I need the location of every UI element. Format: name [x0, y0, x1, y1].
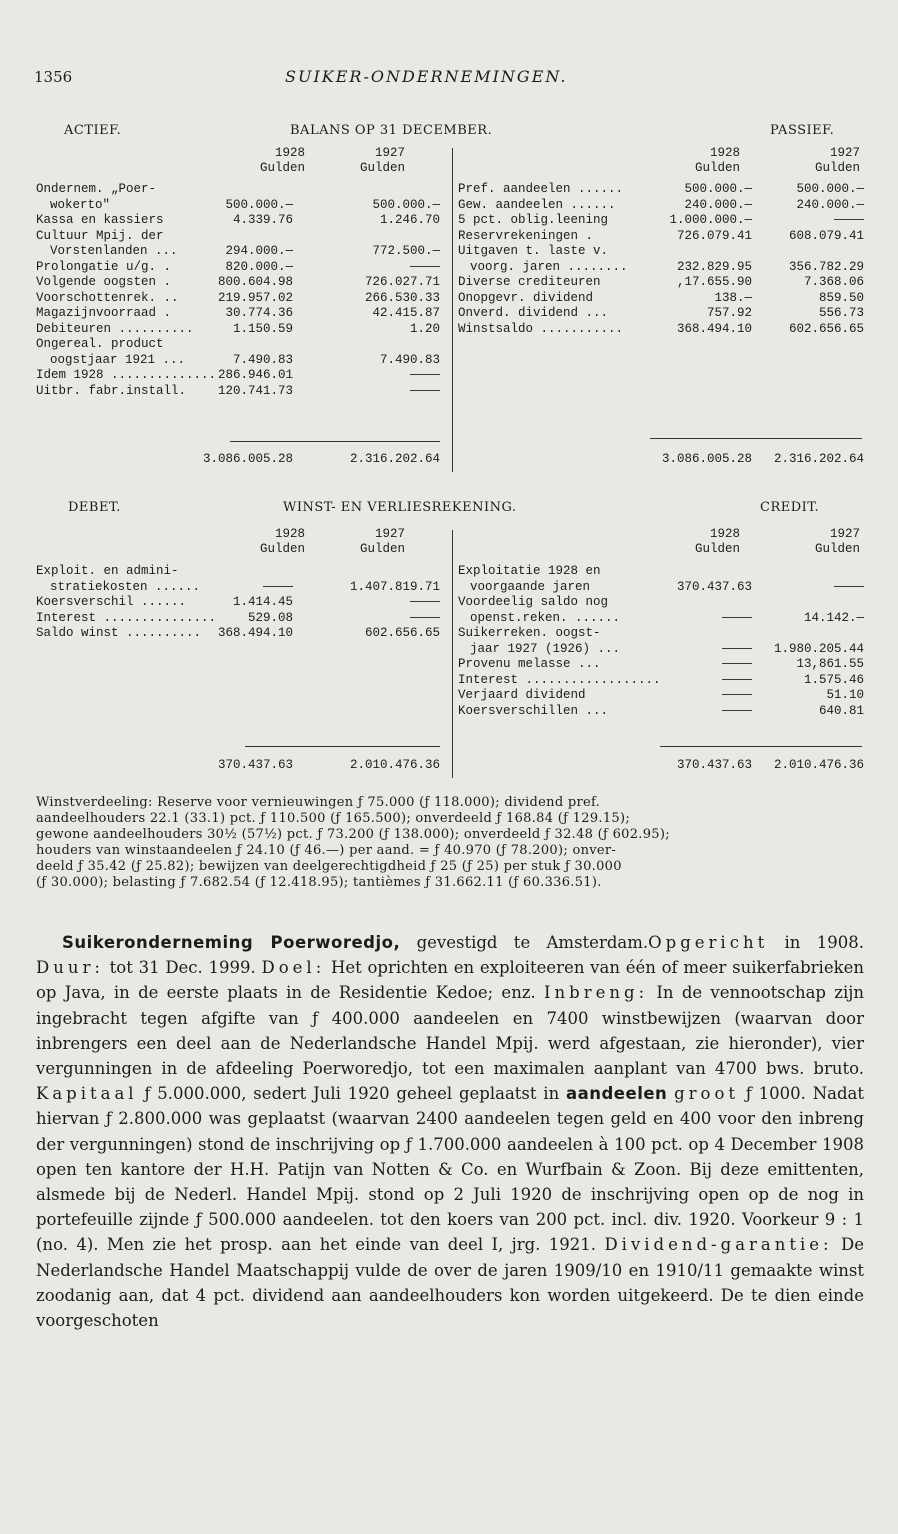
passief-label: PASSIEF.: [770, 123, 835, 138]
credit-total-rule: [660, 746, 862, 747]
text-run: tot 31 Dec. 1999.: [103, 958, 262, 978]
keyword-dividend-garantie: Dividend-garantie:: [604, 1235, 833, 1255]
actief-row-1928: 500.000.—: [225, 197, 293, 212]
actief-row-1928: 219.957.02: [217, 290, 293, 305]
passief-row-1927: ————: [833, 213, 864, 227]
debet-row-label: Exploit. en admini-: [36, 564, 179, 578]
actief-row-1928: 120.741.73: [217, 383, 293, 398]
debet-total-1928: 370.437.63: [217, 758, 293, 772]
actief-total-rule: [230, 441, 440, 442]
debet-row-1927: ————: [409, 610, 440, 625]
text-run: in 1908.: [768, 933, 864, 952]
debet-row-label: Koersverschil ......: [36, 595, 187, 609]
passief-row-label: Onverd. dividend ...: [458, 306, 609, 320]
actief-row-1928: 286.946.01: [217, 368, 293, 382]
balance-divider: [452, 148, 453, 472]
actief-row-1927: 266.530.33: [364, 290, 440, 305]
actief-label: ACTIEF.: [64, 123, 122, 138]
credit-total-1927: 2.010.476.36: [773, 758, 864, 772]
debet-row-1928: ————: [262, 579, 293, 594]
credit-row-label: voorgaande jaren: [470, 579, 591, 594]
passief-row-1928: 757.92: [706, 306, 752, 320]
actief-row-1928: 294.000.—: [225, 244, 293, 258]
credit-row-1927: 51.10: [826, 688, 864, 702]
passief-row-1927: 859.50: [818, 290, 864, 305]
credit-row-1927: 13,861.55: [796, 657, 864, 671]
actief-row-label: oogstjaar 1921 ...: [50, 352, 186, 367]
actief-row-label: Debiteuren ..........: [36, 321, 194, 336]
actief-row-1927: ————: [409, 368, 440, 382]
text-run: In de vennootschap zijn ingebracht tegen afgifte van ƒ 400.000 aandeelen en 7400 winstbewijzen (waarvan door inbrengers een deel aan de Nederlandsche Handel Mpij. werd afgestaan, zie hieronder), vier vergunningen in de afdeeling Poerworedjo, tot een maximalen aanplant van 4700 bws. bruto.: [36, 983, 864, 1079]
actief-row-label: Ondernem. „Poer-: [36, 182, 157, 196]
actief-row-label: wokerto": [50, 197, 111, 212]
debet-row-1928: 529.08: [247, 610, 293, 625]
actief-row-label: Kassa en kassiers: [36, 213, 164, 227]
credit-row-label: Provenu melasse ...: [458, 657, 601, 671]
pl-year-1927-right: 1927: [829, 527, 860, 541]
actief-total-1927: 2.316.202.64: [349, 452, 440, 466]
distribution-line: aandeelhouders 22.1 (33.1) pct. ƒ 110.500 (ƒ 165.500); onverdeeld ƒ 168.84 (ƒ 129.15);: [36, 811, 631, 826]
pl-unit-right-1: Gulden: [694, 542, 740, 556]
passief-row-1928: 232.829.95: [676, 259, 752, 274]
passief-row-1928: 368.494.10: [676, 321, 752, 336]
text-run: ƒ 1000. Nadat hiervan ƒ 2.800.000 was geplaatst (waarvan 2400 aandeelen tegen geld en 400 voor den inbreng der vergunningen) stond de inschrijving op ƒ 1.700.000 aandeelen à 100 pct. op 4 December 1908 open ten kantore der H.H. Patijn van Notten & Co. en Wurfbain & Zoon. Bij deze emittenten, alsmede bij de Nederl. Handel Mpij. stond op 2 Juli 1920 de inschrijving open op de nog in portefeuille zijnde ƒ 500.000 aandeelen. tot den koers van 200 pct. incl. div. 1920. Voorkeur 9 : 1 (no. 4). Men zie het prosp. aan het einde van deel I, jrg. 1921.: [36, 1084, 864, 1255]
actief-row-1927: ————: [409, 259, 440, 274]
debet-row-label: Interest ...............: [36, 610, 217, 625]
keyword-doel: Doel:: [261, 958, 326, 978]
actief-row-label: Vorstenlanden ...: [50, 244, 178, 258]
credit-row-1928: ————: [721, 703, 752, 718]
credit-row-1928: ————: [721, 657, 752, 671]
actief-row-1927: 726.027.71: [364, 275, 440, 289]
passief-row-label: Reservrekeningen .: [458, 228, 594, 243]
debet-total-1927: 2.010.476.36: [349, 758, 440, 772]
distribution-line: (ƒ 30.000); belasting ƒ 7.682.54 (ƒ 12.418.95); tantièmes ƒ 31.662.11 (ƒ 60.336.51).: [36, 875, 602, 890]
passief-row-1928: ,17.655.90: [676, 275, 752, 289]
debet-row-label: Saldo winst ..........: [36, 626, 202, 640]
actief-row-1928: 7.490.83: [232, 352, 293, 367]
actief-row-label: Uitbr. fabr.install.: [36, 383, 187, 398]
passief-row-1927: 356.782.29: [788, 259, 864, 274]
debet-row-1927: 1.407.819.71: [349, 579, 440, 594]
bal-year-1928-right: 1928: [709, 146, 740, 160]
passief-row-1928: 726.079.41: [676, 228, 752, 243]
text-run: Het oprichten en exploiteeren van één of meer suikerfabrieken op Java, in de eerste plaats in de Residentie Kedoe; enz.: [36, 958, 864, 1003]
distribution-line: gewone aandeelhouders 30½ (57½) pct. ƒ 73.200 (ƒ 138.000); onverdeeld ƒ 32.48 (ƒ 602.95);: [36, 827, 670, 842]
actief-row-1927: 7.490.83: [379, 352, 440, 367]
debet-row-1927: 602.656.65: [364, 626, 440, 640]
passief-row-1927: 7.368.06: [803, 275, 864, 289]
actief-row-label: Voorschottenrek. ..: [36, 290, 179, 305]
passief-row-1927: 602.656.65: [788, 321, 864, 336]
passief-row-1928: 138.—: [714, 290, 752, 305]
debet-row-1928: 368.494.10: [217, 626, 293, 640]
passief-row-label: Uitgaven t. laste v.: [458, 244, 609, 258]
passief-total-rule: [650, 438, 862, 439]
passief-row-label: Diverse crediteuren: [458, 275, 601, 289]
debet-row-label: stratiekosten ......: [50, 579, 201, 594]
keyword-duur: Duur:: [36, 958, 104, 978]
bal-unit-right-1: Gulden: [694, 161, 740, 175]
balance-title: BALANS OP 31 DECEMBER.: [290, 123, 493, 138]
page-number: 1356: [34, 68, 73, 86]
actief-row-1927: ————: [409, 383, 440, 398]
distribution-line: houders van winstaandeelen ƒ 24.10 (ƒ 46.—) per aand. = ƒ 40.970 (ƒ 78.200); onver-: [36, 843, 617, 858]
bal-unit-left-1: Gulden: [259, 161, 305, 175]
pl-year-1928-right: 1928: [709, 527, 740, 541]
credit-total-1928: 370.437.63: [676, 758, 752, 772]
debet-total-rule: [245, 746, 440, 747]
company-name: Suikeronderneming Poerworedjo,: [62, 933, 401, 952]
actief-row-label: Magazijnvoorraad .: [36, 306, 172, 320]
actief-row-1928: 1.150.59: [232, 321, 293, 336]
passief-row-1927: 240.000.—: [796, 197, 864, 212]
credit-row-label: Voordeelig saldo nog: [458, 595, 609, 609]
credit-row-label: Verjaard dividend: [458, 688, 586, 702]
pl-year-1928-left: 1928: [274, 527, 305, 541]
company-description: [36, 930, 864, 1333]
bal-year-1928-left: 1928: [274, 146, 305, 160]
passief-row-1928: 500.000.—: [684, 182, 752, 196]
text-run: ƒ 5.000.000, sedert Juli 1920 geheel geplaatst in: [137, 1084, 566, 1104]
passief-row-1927: 500.000.—: [796, 182, 864, 196]
credit-row-1927: ————: [833, 579, 864, 594]
credit-row-1927: 1.575.46: [803, 672, 864, 687]
passief-row-label: Gew. aandeelen ......: [458, 197, 616, 212]
passief-row-1928: 240.000.—: [684, 197, 752, 212]
actief-row-1927: 42.415.87: [372, 306, 440, 320]
passief-row-label: voorg. jaren ........: [470, 259, 628, 274]
passief-row-label: Winstsaldo ...........: [458, 321, 624, 336]
credit-row-label: Suikerreken. oogst-: [458, 626, 601, 640]
credit-label: CREDIT.: [760, 500, 820, 515]
credit-row-label: Exploitatie 1928 en: [458, 564, 601, 578]
debet-label: DEBET.: [68, 500, 121, 515]
pl-unit-right-2: Gulden: [814, 542, 860, 556]
keyword-inbreng: Inbreng:: [544, 983, 649, 1003]
actief-row-label: Idem 1928 ..............: [36, 368, 217, 382]
actief-row-1928: 4.339.76: [232, 213, 293, 227]
pl-unit-left-1: Gulden: [259, 542, 305, 556]
actief-row-label: Cultuur Mpij. der: [36, 228, 164, 243]
keyword-opgericht: Opgericht: [648, 933, 769, 952]
pl-title: WINST- EN VERLIESREKENING.: [283, 500, 517, 515]
actief-row-1927: 1.20: [409, 321, 440, 336]
credit-row-1927: 1.980.205.44: [773, 641, 864, 656]
credit-row-1928: ————: [721, 610, 752, 625]
actief-row-1928: 820.000.—: [225, 259, 293, 274]
distribution-line: deeld ƒ 35.42 (ƒ 25.82); bewijzen van deelgerechtigdheid ƒ 25 (ƒ 25) per stuk ƒ 30.000: [36, 859, 622, 874]
actief-row-1928: 800.604.98: [217, 275, 293, 289]
actief-total-1928: 3.086.005.28: [202, 452, 293, 466]
passief-row-1927: 608.079.41: [788, 228, 864, 243]
debet-row-1927: ————: [409, 595, 440, 609]
credit-row-1927: 640.81: [818, 703, 864, 718]
actief-row-label: Prolongatie u/g. .: [36, 259, 172, 274]
actief-row-label: Ongereal. product: [36, 337, 164, 351]
credit-row-1927: 14.142.—: [803, 610, 864, 625]
keyword-groot: groot: [674, 1084, 740, 1104]
credit-row-label: openst.reken. ......: [470, 610, 621, 625]
passief-total-1927: 2.316.202.64: [773, 452, 864, 466]
credit-row-1928: ————: [721, 672, 752, 687]
keyword-kapitaal: Kapitaal: [36, 1084, 138, 1104]
text-run: gevestigd te Amsterdam.: [400, 933, 649, 952]
passief-row-1928: 1.000.000.—: [669, 213, 752, 227]
credit-row-label: Interest ..................: [458, 672, 661, 687]
passief-row-1927: 556.73: [818, 306, 864, 320]
passief-row-label: Pref. aandeelen ......: [458, 182, 624, 196]
actief-row-1927: 1.246.70: [379, 213, 440, 227]
credit-row-label: Koersverschillen ...: [458, 703, 609, 718]
distribution-line: Winstverdeeling: Reserve voor vernieuwingen ƒ 75.000 (ƒ 118.000); dividend pref.: [36, 795, 601, 810]
passief-row-label: 5 pct. oblig.leening: [458, 213, 609, 227]
bal-year-1927-left: 1927: [374, 146, 405, 160]
pl-divider: [452, 530, 453, 778]
bal-year-1927-right: 1927: [829, 146, 860, 160]
actief-row-1928: 30.774.36: [225, 306, 293, 320]
passief-row-label: Onopgevr. dividend: [458, 290, 594, 305]
credit-row-1928: ————: [721, 688, 752, 702]
text-run: De Nederlandsche Handel Maatschappij vulde de over de jaren 1909/10 en 1910/11 gemaakte winst zoodanig aan, dat 4 pct. dividend aan aandeelhouders kon worden uitgekeerd. De te dien einde voorgeschoten: [36, 1235, 864, 1331]
passief-total-1928: 3.086.005.28: [661, 452, 752, 466]
credit-row-1928: 370.437.63: [676, 579, 752, 594]
credit-row-1928: ————: [721, 641, 752, 656]
pl-year-1927-left: 1927: [374, 527, 405, 541]
keyword-aandeelen: aandeelen: [565, 1084, 668, 1104]
bal-unit-right-2: Gulden: [814, 161, 860, 175]
running-title: SUIKER-ONDERNEMINGEN.: [285, 67, 568, 86]
actief-row-1927: 772.500.—: [372, 244, 440, 258]
credit-row-label: jaar 1927 (1926) ...: [470, 641, 621, 656]
pl-unit-left-2: Gulden: [359, 542, 405, 556]
bal-unit-left-2: Gulden: [359, 161, 405, 175]
actief-row-label: Volgende oogsten .: [36, 275, 172, 289]
debet-row-1928: 1.414.45: [232, 595, 293, 609]
actief-row-1927: 500.000.—: [372, 197, 440, 212]
